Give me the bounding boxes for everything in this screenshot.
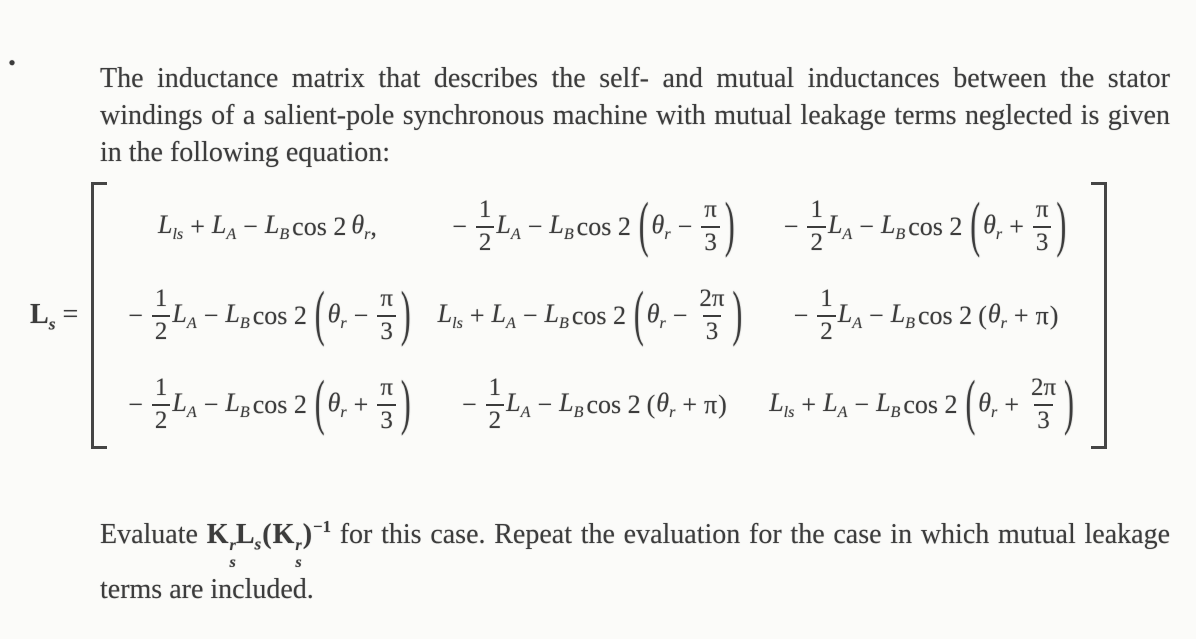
matrix-cell-r1c3: − $\frac{1}{2}$ $L_A$ − $L_B$ cos 2 ( $\theta_r$ + $\frac{\pi}{3}$ ) bbox=[783, 191, 1067, 260]
matrix-cells bbox=[107, 182, 1091, 449]
evaluate-expression: K r s $L_s(K$ r s )$^{-1}$ bbox=[206, 517, 331, 572]
inductance-matrix-equation bbox=[30, 182, 1107, 449]
matrix-cell-r1c2: − $\frac{1}{2}$ $L_A$ − $L_B$ cos 2 ( $\theta_r$ − $\frac{\pi}{3}$ ) bbox=[452, 191, 735, 260]
matrix-cell-r3c3: $L_{ls}$ + $L_A$ − $L_B$ cos 2 ( $\theta_r$ + $\frac{2\pi}{3}$ ) bbox=[769, 369, 1074, 438]
matrix-right-bracket bbox=[1091, 182, 1107, 449]
matrix-cell-r3c1: − $\frac{1}{2}$ $L_A$ − $L_B$ cos 2 ( $\theta_r$ + $\frac{\pi}{3}$ ) bbox=[128, 369, 411, 438]
inductance-matrix bbox=[91, 182, 1107, 449]
matrix-cell-r2c1: − $\frac{1}{2}$ $L_A$ − $L_B$ cos 2 ( $\theta_r$ − $\frac{\pi}{3}$ ) bbox=[128, 280, 411, 349]
matrix-cell-r2c2: $L_{ls}$ + $L_A$ − $L_B$ cos 2 ( $\theta_r$ − $\frac{2\pi}{3}$ ) bbox=[437, 280, 743, 349]
equation-lhs: $L_s$ = bbox=[30, 298, 79, 334]
evaluate-text-before: Evaluate bbox=[100, 518, 207, 550]
matrix-cell-r3c2: − $\frac{1}{2}$ $L_A$ − $L_B$ cos 2 ( $\theta_r$ + π ) bbox=[461, 373, 727, 434]
matrix-cell-r1c1: $L_{ls}$ + $L_A$ − $L_B$ cos 2 $\theta_r$ , bbox=[157, 209, 377, 244]
evaluate-instruction bbox=[100, 508, 1170, 608]
list-bullet: . bbox=[8, 36, 16, 72]
evaluate-text-after: for this case. Repeat the evaluation for the case in which mutual leakage terms are included. bbox=[100, 518, 1170, 606]
matrix-cell-r2c3: − $\frac{1}{2}$ $L_A$ − $L_B$ cos 2 ( $\theta_r$ + π ) bbox=[793, 284, 1059, 345]
problem-statement: The inductance matrix that describes the self- and mutual inductances between the stator windings of a salient-pole synchronous machine with mutual leakage terms neglected is given in the following equation: bbox=[100, 63, 1170, 168]
matrix-left-bracket bbox=[91, 182, 107, 449]
